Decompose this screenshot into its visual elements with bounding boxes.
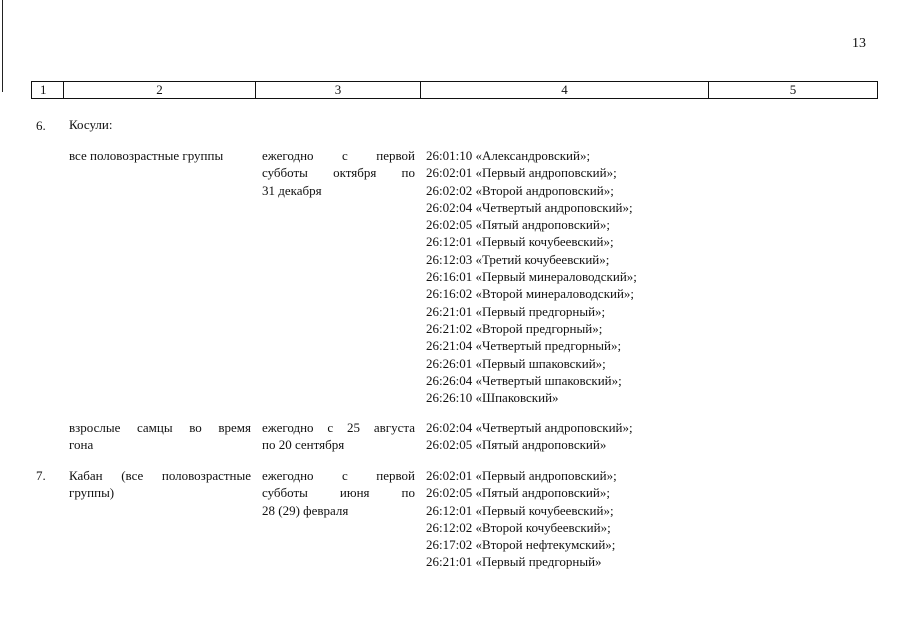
category-line: Кабан (все половозрастные bbox=[69, 468, 251, 483]
row-locations bbox=[426, 467, 617, 571]
location-item: 26:21:04 «Четвертый предгорный»; bbox=[426, 338, 622, 354]
category-line: группы) bbox=[69, 485, 115, 501]
entry-number: 6. bbox=[36, 118, 46, 133]
location-item: 26:16:02 «Второй минераловодский»; bbox=[426, 286, 635, 302]
location-item: 26:02:04 «Четвертый андроповский»; bbox=[426, 199, 633, 215]
location-item: 26:16:01 «Первый минераловодский»; bbox=[426, 269, 637, 285]
description-line: гона bbox=[69, 437, 94, 453]
location-item: 26:02:01 «Первый андроповский»; bbox=[426, 468, 617, 483]
location-item: 26:21:01 «Первый предгорный»; bbox=[426, 303, 606, 319]
location-item: 26:12:02 «Второй кочубеевский»; bbox=[426, 519, 611, 535]
description-line: взрослые самцы во время bbox=[69, 420, 251, 435]
location-item: 26:02:01 «Первый андроповский»; bbox=[426, 165, 617, 181]
period-line: ежегодно с первой bbox=[262, 148, 415, 163]
page-number: 13 bbox=[852, 36, 866, 51]
header-col-5: 5 bbox=[709, 82, 878, 99]
row-description: все половозрастные группы bbox=[69, 148, 224, 163]
header-row bbox=[32, 82, 878, 99]
period-line: 28 (29) февраля bbox=[262, 502, 349, 518]
location-item: 26:26:01 «Первый шпаковский»; bbox=[426, 355, 606, 371]
header-col-4: 4 bbox=[421, 82, 709, 99]
entry-number: 7. bbox=[36, 468, 46, 483]
location-item: 26:12:03 «Третий кочубеевский»; bbox=[426, 251, 610, 267]
entry-category: Косули: bbox=[69, 117, 113, 132]
location-item: 26:12:01 «Первый кочубеевский»; bbox=[426, 502, 614, 518]
row-period bbox=[262, 147, 415, 199]
location-item: 26:02:05 «Пятый андроповский»; bbox=[426, 217, 610, 233]
location-item: 26:26:10 «Шпаковский» bbox=[426, 390, 559, 406]
period-line: ежегодно с первой bbox=[262, 468, 415, 483]
location-item: 26:26:04 «Четвертый шпаковский»; bbox=[426, 372, 622, 388]
row-locations bbox=[426, 147, 637, 406]
period-line: 31 декабря bbox=[262, 182, 322, 198]
location-item: 26:02:05 «Пятый андроповский» bbox=[426, 437, 607, 453]
period-line: субботы октября по bbox=[262, 165, 415, 181]
entry-category bbox=[69, 467, 251, 502]
location-item: 26:02:04 «Четвертый андроповский»; bbox=[426, 420, 633, 435]
location-item: 26:17:02 «Второй нефтекумский»; bbox=[426, 537, 616, 553]
left-margin-rule bbox=[2, 0, 3, 92]
header-col-1: 1 bbox=[32, 82, 64, 99]
row-locations bbox=[426, 419, 633, 454]
location-item: 26:12:01 «Первый кочубеевский»; bbox=[426, 234, 614, 250]
location-item: 26:02:05 «Пятый андроповский»; bbox=[426, 485, 610, 501]
row-period bbox=[262, 467, 415, 519]
period-line: по 20 сентября bbox=[262, 437, 345, 453]
row-description bbox=[69, 419, 251, 454]
header-col-3: 3 bbox=[256, 82, 421, 99]
location-item: 26:21:01 «Первый предгорный» bbox=[426, 554, 602, 570]
column-number-header bbox=[31, 81, 878, 99]
location-item: 26:21:02 «Второй предгорный»; bbox=[426, 320, 603, 336]
row-period bbox=[262, 419, 415, 454]
period-line: ежегодно с 25 августа bbox=[262, 420, 415, 435]
header-col-2: 2 bbox=[64, 82, 256, 99]
location-item: 26:02:02 «Второй андроповский»; bbox=[426, 182, 614, 198]
location-item: 26:01:10 «Александровский»; bbox=[426, 148, 591, 163]
period-line: субботы июня по bbox=[262, 485, 415, 501]
